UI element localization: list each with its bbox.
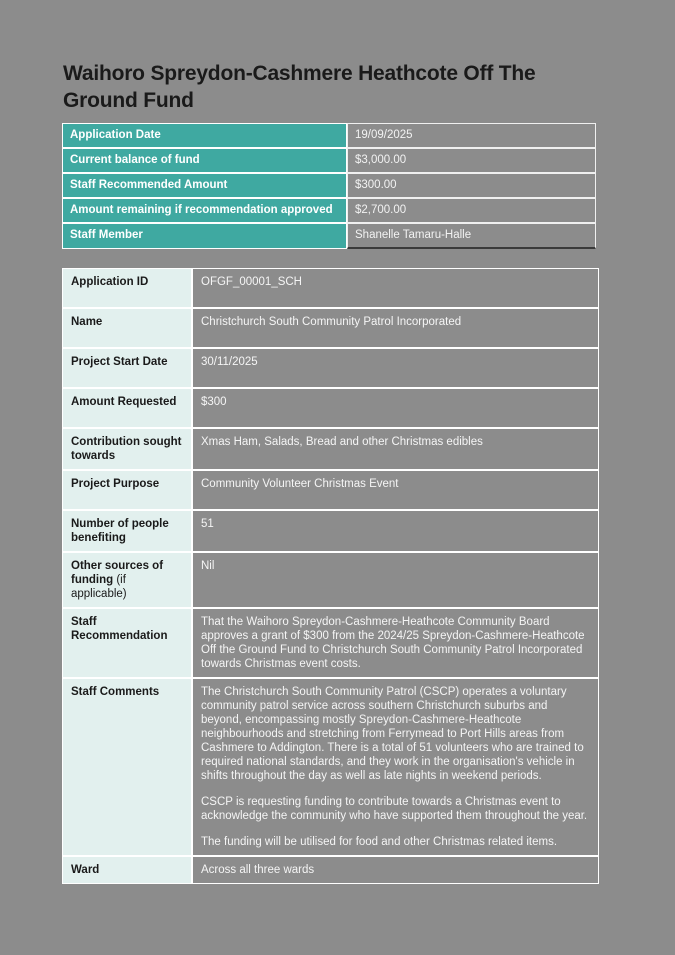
- detail-label-other-funding: [62, 552, 192, 608]
- detail-value-staff-comments: [192, 678, 599, 856]
- detail-row-project-start-date: [62, 348, 599, 388]
- detail-row-people-benefiting: [62, 510, 599, 552]
- detail-row-amount-requested: [62, 388, 599, 428]
- detail-row-other-funding: [62, 552, 599, 608]
- detail-row-staff-comments: [62, 678, 599, 856]
- detail-value-project-purpose: Community Volunteer Christmas Event: [192, 470, 599, 510]
- detail-label-application-id: Application ID: [62, 268, 192, 308]
- fund-summary-table: [62, 123, 596, 249]
- summary-label-current-balance: Current balance of fund: [62, 148, 347, 173]
- application-detail-table: [62, 268, 599, 884]
- detail-value-contribution: Xmas Ham, Salads, Bread and other Christmas edibles: [192, 428, 599, 470]
- detail-value-amount-requested: $300: [192, 388, 599, 428]
- other-funding-label-strong: Other sources of funding: [71, 560, 164, 586]
- detail-label-amount-requested: Amount Requested: [62, 388, 192, 428]
- detail-label-people-benefiting: Number of people benefiting: [62, 510, 192, 552]
- staff-comments-paragraph-1: The Christchurch South Community Patrol (CSCP) operates a voluntary community patrol service across southern Christchurch suburbs and beyond, encompassing mostly Spreydon-Cashmere-Heathcote neighbourhoods and stretching from Ferrymead to Port Hills areas from Cashmere to Addington. There is a total of 51 volunteers who are trained to required national standards, and they work in the organisation's vehicle in shifts throughout the day as well as late nights in weekend periods.: [201, 686, 584, 782]
- detail-label-staff-recommendation: Staff Recommendation: [62, 608, 192, 678]
- detail-value-name: Christchurch South Community Patrol Incorporated: [192, 308, 599, 348]
- summary-row-staff-recommended-amount: [62, 173, 596, 198]
- detail-row-staff-recommendation: [62, 608, 599, 678]
- detail-row-project-purpose: [62, 470, 599, 510]
- summary-label-staff-recommended-amount: Staff Recommended Amount: [62, 173, 347, 198]
- staff-comments-paragraph-2: CSCP is requesting funding to contribute towards a Christmas event to acknowledge the community who have supported them throughout the year.: [201, 796, 588, 822]
- other-funding-label-soft: (if applicable): [71, 574, 127, 600]
- summary-label-amount-remaining: Amount remaining if recommendation approved: [62, 198, 347, 223]
- detail-value-other-funding: Nil: [192, 552, 599, 608]
- detail-label-name: Name: [62, 308, 192, 348]
- detail-label-project-purpose: Project Purpose: [62, 470, 192, 510]
- detail-value-application-id: OFGF_00001_SCH: [192, 268, 599, 308]
- summary-label-staff-member: Staff Member: [62, 223, 347, 249]
- detail-row-application-id: [62, 268, 599, 308]
- summary-value-staff-recommended-amount: $300.00: [347, 173, 596, 198]
- staff-comments-paragraph-3: The funding will be utilised for food and other Christmas related items.: [201, 836, 558, 848]
- detail-value-people-benefiting: 51: [192, 510, 599, 552]
- summary-row-application-date: [62, 123, 596, 148]
- detail-label-contribution: Contribution sought towards: [62, 428, 192, 470]
- detail-label-staff-comments: Staff Comments: [62, 678, 192, 856]
- summary-label-application-date: Application Date: [62, 123, 347, 148]
- summary-value-staff-member: Shanelle Tamaru-Halle: [347, 223, 596, 249]
- detail-label-ward: Ward: [62, 856, 192, 884]
- detail-row-name: [62, 308, 599, 348]
- detail-value-ward: Across all three wards: [192, 856, 599, 884]
- page-title: Waihoro Spreydon-Cashmere Heathcote Off The Ground Fund: [63, 62, 536, 112]
- summary-value-amount-remaining: $2,700.00: [347, 198, 596, 223]
- summary-value-application-date: 19/09/2025: [347, 123, 596, 148]
- detail-row-contribution: [62, 428, 599, 470]
- detail-label-project-start-date: Project Start Date: [62, 348, 192, 388]
- summary-value-current-balance: $3,000.00: [347, 148, 596, 173]
- detail-value-project-start-date: 30/11/2025: [192, 348, 599, 388]
- detail-row-ward: [62, 856, 599, 884]
- summary-row-staff-member: [62, 223, 596, 249]
- detail-value-staff-recommendation: That the Waihoro Spreydon-Cashmere-Heathcote Community Board approves a grant of $300 from the 2024/25 Spreydon-Cashmere-Heathcote Off the Ground Fund to Christchurch South Community Patrol Incorporated towards Christmas event costs.: [192, 608, 599, 678]
- summary-row-current-balance: [62, 148, 596, 173]
- summary-row-amount-remaining: [62, 198, 596, 223]
